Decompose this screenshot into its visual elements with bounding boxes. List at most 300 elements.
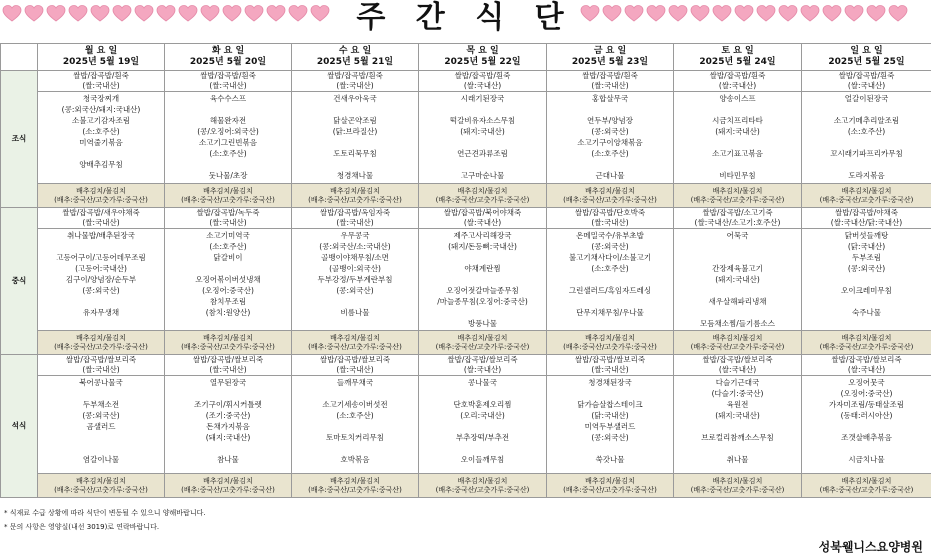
dish-item: (소:호주산) xyxy=(591,149,629,158)
note-line: * 문의 사항은 영양실(내선 3019)로 연락바랍니다. xyxy=(4,523,160,531)
rice-line: (쌀:국내산/닭:국내산) xyxy=(830,218,903,227)
kimchi-line: 배추김치/물김치 xyxy=(841,333,892,342)
dishes-cell xyxy=(802,229,931,331)
dish-item xyxy=(547,105,673,115)
rice-line: (쌀:국내산) xyxy=(82,81,120,90)
rice-cell xyxy=(292,208,419,229)
rice-line: (쌀:국내산) xyxy=(847,365,886,374)
kimchi-cell xyxy=(292,474,419,498)
kimchi-line: (배추:중국산/고춧가루:중국산) xyxy=(308,342,402,351)
day-name: 수 요 일 xyxy=(338,46,372,56)
rice-line: (쌀:국내산) xyxy=(591,365,629,374)
dish-item: 참나물 xyxy=(217,455,239,464)
kimchi-line: 배추김치/물김치 xyxy=(712,333,763,342)
dish-item: 토마토치커리무침 xyxy=(326,433,384,442)
dish-item xyxy=(547,275,673,285)
dish-item: (콩:외국산) xyxy=(82,286,120,295)
dish-item: (소:호주산) xyxy=(847,127,886,136)
dish-item xyxy=(674,160,801,170)
heart-icon xyxy=(668,4,688,24)
dish-item: 비타민무침 xyxy=(719,171,756,180)
rice-row xyxy=(1,71,931,92)
dish-item: (닭:브라질산) xyxy=(332,127,378,136)
rice-cell xyxy=(674,208,802,229)
heart-icon xyxy=(888,4,908,24)
dishes-cell xyxy=(419,376,547,474)
rice-line: (쌀:국내산/소고기:호주산) xyxy=(694,218,781,227)
kimchi-cell xyxy=(802,184,931,208)
day-name: 금 요 일 xyxy=(593,46,627,56)
kimchi-cell xyxy=(165,331,292,355)
day-date: 2025년 5월 19일 xyxy=(62,57,140,67)
dishes-cell xyxy=(165,92,292,184)
kimchi-line: 배추김치/물김치 xyxy=(330,476,380,485)
dish-item: 다슬기근대국 xyxy=(715,378,760,387)
dish-item xyxy=(674,242,801,252)
day-date: 2025년 5월 24일 xyxy=(699,57,776,67)
rice-line: 쌀밥/잡곡밥/쌀보리죽 xyxy=(319,355,391,364)
rice-line: 쌀밥/잡곡밥/야채죽 xyxy=(834,208,898,217)
dish-item: (동태:러시아산) xyxy=(840,411,893,420)
day-header xyxy=(802,44,931,71)
dish-item xyxy=(38,444,164,454)
dish-item: 호박볶음 xyxy=(340,455,370,464)
kimchi-line: (배추:중국산/고춧가루:중국산) xyxy=(690,485,785,494)
dish-item: 양배추김무침 xyxy=(79,160,123,169)
dish-item: 소고기메추리알조림 xyxy=(833,116,900,125)
rice-line: 쌀밥/잡곡밥/흰죽 xyxy=(454,71,511,80)
kimchi-cell xyxy=(165,184,292,208)
dish-item: 닭살곤약조림 xyxy=(333,116,377,125)
kimchi-line: (배추:중국산/고춧가루:중국산) xyxy=(181,485,275,494)
dish-item: (오징어:중국산) xyxy=(202,286,254,295)
dish-item: 홍합살무국 xyxy=(591,94,629,103)
dish-item xyxy=(802,444,931,454)
dishes-cell xyxy=(674,92,802,184)
kimchi-row xyxy=(1,184,931,208)
dish-item: 떡갈비유자소스무침 xyxy=(449,116,516,125)
kimchi-line: 배추김치/물김치 xyxy=(585,333,635,342)
heart-icon xyxy=(800,4,820,24)
dish-item xyxy=(547,160,673,170)
rice-cell xyxy=(547,355,674,376)
dish-item: (닭:국내산) xyxy=(847,242,886,251)
kimchi-cell xyxy=(419,184,547,208)
rice-line: (쌀:국내산) xyxy=(847,81,886,90)
dish-item xyxy=(419,138,546,148)
day-header xyxy=(165,44,292,71)
dish-item xyxy=(674,422,801,432)
dish-item: 곰샐러드 xyxy=(86,422,116,431)
dish-item: (콩:외국산/소:국내산) xyxy=(319,242,391,251)
dish-item: 쑥갓나물 xyxy=(595,455,625,464)
dish-item: (소:호주산) xyxy=(336,411,374,420)
dish-item xyxy=(674,253,801,263)
kimchi-line: (배추:중국산/고춧가루:중국산) xyxy=(435,485,530,494)
heart-icon xyxy=(24,4,44,24)
dish-item xyxy=(419,253,546,263)
rice-line: 쌀밥/잡곡밥/북어야채죽 xyxy=(443,208,522,217)
dish-item xyxy=(419,389,546,399)
dish-item: 취나물 xyxy=(726,455,749,464)
kimchi-cell xyxy=(547,474,674,498)
rice-cell xyxy=(38,71,165,92)
kimchi-line: (배추:중국산/고춧가루:중국산) xyxy=(181,195,275,204)
dish-item xyxy=(292,297,418,307)
dish-item: 방풍나물 xyxy=(468,319,497,328)
dish-item: (콩:외국산) xyxy=(336,286,374,295)
dish-item xyxy=(38,433,164,443)
dish-item: (돼지:국내산) xyxy=(715,275,760,284)
dish-item: (콩:외국산) xyxy=(591,242,629,251)
dish-item: 두부강정/두부계란부침 xyxy=(317,275,393,284)
heart-icon xyxy=(222,4,242,24)
dish-item xyxy=(547,297,673,307)
heart-icon xyxy=(712,4,732,24)
dish-item xyxy=(292,389,418,399)
dish-item xyxy=(419,105,546,115)
rice-line: (쌀:국내산) xyxy=(718,81,757,90)
dish-item: 도토리묵무침 xyxy=(333,149,377,158)
dish-item: 브로컬리참깨소스무침 xyxy=(701,433,774,442)
dish-item: (참치:원양산) xyxy=(205,308,251,317)
heart-icon xyxy=(866,4,886,24)
dish-item: (돼지:국내산) xyxy=(205,433,251,442)
kimchi-line: 배추김치/물김치 xyxy=(76,476,126,485)
dish-item: 연두부/양념장 xyxy=(587,116,633,125)
meal-label: 석식 xyxy=(1,355,38,498)
kimchi-line: (배추:중국산/고춧가루:중국산) xyxy=(181,342,275,351)
dish-item: (소:호주산) xyxy=(82,127,120,136)
dish-item xyxy=(165,264,291,274)
heart-icon xyxy=(646,4,666,24)
heart-icon xyxy=(46,4,66,24)
day-header xyxy=(38,44,165,71)
dishes-cell xyxy=(38,92,165,184)
rice-line: 쌀밥/잡곡밥/흰죽 xyxy=(838,71,895,80)
kimchi-line: (배추:중국산/고춧가루:중국산) xyxy=(308,195,402,204)
dish-item: 돈채가지볶음 xyxy=(206,422,250,431)
dish-item: (돼지:국내산) xyxy=(715,411,760,420)
rice-cell xyxy=(419,71,547,92)
dish-item xyxy=(419,308,546,318)
kimchi-cell xyxy=(547,331,674,355)
kimchi-line: 배추김치/물김치 xyxy=(841,476,892,485)
rice-line: (쌀:국내산) xyxy=(82,218,120,227)
dish-item xyxy=(802,297,931,307)
heart-icon xyxy=(2,4,22,24)
dish-item xyxy=(38,389,164,399)
rice-line: (쌀:국내산) xyxy=(463,365,502,374)
kimchi-line: 배추김치/물김치 xyxy=(457,476,508,485)
notes xyxy=(4,506,206,534)
dishes-cell xyxy=(419,229,547,331)
rice-cell xyxy=(802,208,931,229)
heart-icon xyxy=(156,4,176,24)
dishes-row xyxy=(1,92,931,184)
dish-item: 건새우아욱국 xyxy=(333,94,377,103)
dish-item: 닭가슴살찹스테이크 xyxy=(577,400,643,409)
dish-item: (콩:외국산/돼지:국내산) xyxy=(61,105,141,114)
dish-item: 소고기구이앙채볶음 xyxy=(577,138,643,147)
kimchi-cell xyxy=(547,184,674,208)
dish-item: 비름나물 xyxy=(340,308,370,317)
dish-item: 소고기세송이버섯전 xyxy=(322,400,388,409)
kimchi-line: (배추:중국산/고춧가루:중국산) xyxy=(308,485,402,494)
dish-item xyxy=(802,422,931,432)
kimchi-line: 배추김치/물김치 xyxy=(330,186,380,195)
dish-item: 야채계란찜 xyxy=(464,264,501,273)
heart-icon xyxy=(602,4,622,24)
kimchi-line: (배추:중국산/고춧가루:중국산) xyxy=(819,485,914,494)
dishes-row xyxy=(1,229,931,331)
dish-item: (고등어:국내산) xyxy=(75,264,127,273)
dish-item: 해물완자전 xyxy=(209,116,247,125)
kimchi-cell xyxy=(674,184,802,208)
dish-item: 시금치나물 xyxy=(848,455,885,464)
dish-item: 고등어구이/고등어데무조림 xyxy=(56,253,146,262)
dish-item: 소불고기감자조림 xyxy=(72,116,130,125)
heart-icon xyxy=(844,4,864,24)
day-header xyxy=(674,44,802,71)
heart-icon xyxy=(112,4,132,24)
dish-item: (골뱅이:외국산) xyxy=(329,264,381,273)
heart-icon xyxy=(68,4,88,24)
dishes-cell xyxy=(165,376,292,474)
dishes-cell xyxy=(292,229,419,331)
dish-item xyxy=(165,444,291,454)
day-header xyxy=(547,44,674,71)
kimchi-line: 배추김치/물김치 xyxy=(457,333,508,342)
day-date: 2025년 5월 20일 xyxy=(189,57,267,67)
rice-line: (쌀:국내산) xyxy=(336,365,374,374)
heart-icon xyxy=(288,4,308,24)
kimchi-line: 배추김치/물김치 xyxy=(585,186,635,195)
dish-item: 오징어볶이버섯냉채 xyxy=(195,275,261,284)
dish-item: (돼지/돈등뼈:국내산) xyxy=(448,242,517,251)
rice-line: (쌀:국내산) xyxy=(209,218,247,227)
rice-cell xyxy=(38,208,165,229)
dish-item: (돼지:국내산) xyxy=(715,127,760,136)
day-header xyxy=(419,44,547,71)
rice-line: 쌀밥/잡곡밥/소고기죽 xyxy=(702,208,773,217)
rice-cell xyxy=(547,71,674,92)
kimchi-line: (배추:중국산/고춧가루:중국산) xyxy=(563,485,657,494)
dish-item: (콩:외국산) xyxy=(591,433,629,442)
dish-item: 닭버섯들깨탕 xyxy=(844,231,889,240)
dish-item xyxy=(38,242,164,252)
dish-item: 청경채된장국 xyxy=(588,378,632,387)
dishes-cell xyxy=(802,92,931,184)
dish-item: 고구마순나물 xyxy=(460,171,505,180)
kimchi-cell xyxy=(802,474,931,498)
dish-item: 소고기미역국 xyxy=(206,231,250,240)
dish-item: 숙주나물 xyxy=(852,308,881,317)
dish-item: 꼬시래기파프리카무침 xyxy=(830,149,903,158)
dishes-cell xyxy=(292,92,419,184)
rice-line: (쌀:국내산) xyxy=(336,81,374,90)
kimchi-cell xyxy=(674,474,802,498)
kimchi-cell xyxy=(38,331,165,355)
dish-item: 시래기된장국 xyxy=(460,94,505,103)
heart-icon xyxy=(580,4,600,24)
dish-item xyxy=(674,105,801,115)
dish-item: 유자무생채 xyxy=(82,308,120,317)
rice-cell xyxy=(547,208,674,229)
heart-icon xyxy=(178,4,198,24)
rice-cell xyxy=(674,355,802,376)
dish-item: 온메밀국수/유부초밥 xyxy=(576,231,644,240)
dish-item: 오징어젓갈마늘종무침 xyxy=(446,286,519,295)
dish-item: 시금치프리타타 xyxy=(712,116,763,125)
dish-item xyxy=(292,160,418,170)
kimchi-line: (배추:중국산/고춧가루:중국산) xyxy=(819,342,914,351)
rice-cell xyxy=(292,355,419,376)
dish-item xyxy=(802,138,931,148)
rice-line: (쌀:국내산) xyxy=(591,81,629,90)
kimchi-line: (배추:중국산/고춧가루:중국산) xyxy=(690,342,785,351)
dishes-cell xyxy=(165,229,292,331)
day-date: 2025년 5월 22일 xyxy=(444,57,521,67)
dish-item: 모듬채소찜/들기름소스 xyxy=(700,319,775,328)
rice-cell xyxy=(165,208,292,229)
rice-line: (쌀:국내산) xyxy=(209,81,247,90)
dish-item xyxy=(674,308,801,318)
dish-item: 취나물밥/배추된장국 xyxy=(67,231,135,240)
dish-item: 미역두부샐러드 xyxy=(584,422,636,431)
rice-line: 쌀밥/잡곡밥/흰죽 xyxy=(582,71,638,80)
dish-item: (조기:중국산) xyxy=(205,411,251,420)
dish-item: (오리:국내산) xyxy=(460,411,505,420)
page-title: 주 간 식 단 xyxy=(356,0,574,35)
dish-item: 간장제육불고기 xyxy=(712,264,763,273)
dishes-cell xyxy=(674,229,802,331)
dish-item: 어묵국 xyxy=(726,231,749,240)
meal-label: 중식 xyxy=(1,208,38,355)
kimchi-cell xyxy=(165,474,292,498)
dishes-cell xyxy=(547,376,674,474)
dish-item: 단호박훈제오리찜 xyxy=(453,400,512,409)
dish-item: 얼갈이된장국 xyxy=(844,94,889,103)
kimchi-line: (배추:중국산/고춧가루:중국산) xyxy=(563,195,657,204)
dishes-cell xyxy=(547,92,674,184)
dish-item: (닭:국내산) xyxy=(591,411,629,420)
corner-cell xyxy=(1,44,38,71)
heart-icon xyxy=(778,4,798,24)
dish-item: 소고기그린빈볶음 xyxy=(199,138,257,147)
heart-icon xyxy=(90,4,110,24)
rice-line: (쌀:국내산) xyxy=(209,365,247,374)
kimchi-cell xyxy=(419,331,547,355)
dish-item xyxy=(165,389,291,399)
day-name: 화 요 일 xyxy=(211,46,245,56)
kimchi-line: 배추김치/물김치 xyxy=(330,333,380,342)
dish-item: /마늘종무침(오징어:중국산) xyxy=(437,297,528,306)
kimchi-line: (배추:중국산/고춧가루:중국산) xyxy=(690,195,785,204)
heart-icon xyxy=(690,4,710,24)
dishes-cell xyxy=(547,229,674,331)
dish-item: 근대나물 xyxy=(595,171,625,180)
dish-item xyxy=(802,275,931,285)
kimchi-line: (배추:중국산/고춧가루:중국산) xyxy=(54,485,148,494)
dishes-row xyxy=(1,376,931,474)
kimchi-line: (배추:중국산/고춧가루:중국산) xyxy=(54,195,148,204)
kimchi-line: 배추김치/물김치 xyxy=(712,186,763,195)
dishes-cell xyxy=(674,376,802,474)
rice-line: 쌀밥/잡곡밥/흰죽 xyxy=(200,71,256,80)
rice-cell xyxy=(419,208,547,229)
rice-line: 쌀밥/잡곡밥/단호박죽 xyxy=(574,208,646,217)
dish-item: 오이들깨무침 xyxy=(460,455,505,464)
rice-line: 쌀밥/잡곡밥/흰죽 xyxy=(73,71,129,80)
rice-row xyxy=(1,355,931,376)
kimchi-line: (배추:중국산/고춧가루:중국산) xyxy=(563,342,657,351)
dish-item: 가자미조림/동태살조림 xyxy=(829,400,904,409)
kimchi-line: 배추김치/물김치 xyxy=(585,476,635,485)
dishes-cell xyxy=(38,229,165,331)
rice-line: 쌀밥/잡곡밥/쌀보리죽 xyxy=(831,355,902,364)
dish-item: 김구이/양념장/순두부 xyxy=(65,275,137,284)
dish-item: 연근견과류조림 xyxy=(457,149,508,158)
hospital-name: 성북웰니스요양병원 xyxy=(818,540,923,554)
rice-cell xyxy=(419,355,547,376)
dish-item: 오징어뭇국 xyxy=(848,378,885,387)
dish-item: 불고기채사다이/소불고기 xyxy=(568,253,652,262)
heart-decoration-right xyxy=(580,4,908,28)
rice-cell xyxy=(165,71,292,92)
dish-item: (콩/오징어:외국산) xyxy=(197,127,259,136)
day-header xyxy=(292,44,419,71)
dish-item xyxy=(674,444,801,454)
rice-line: 쌀밥/잡곡밥/쌀보리죽 xyxy=(447,355,518,364)
rice-cell xyxy=(292,71,419,92)
kimchi-line: 배추김치/물김치 xyxy=(457,186,508,195)
rice-line: 쌀밥/잡곡밥/쌀보리죽 xyxy=(574,355,646,364)
dish-item xyxy=(292,422,418,432)
header-bar xyxy=(0,0,931,44)
dish-item: 청경채나물 xyxy=(336,171,374,180)
heart-icon xyxy=(266,4,286,24)
heart-icon xyxy=(310,4,330,24)
kimchi-line: (배추:중국산/고춧가루:중국산) xyxy=(54,342,148,351)
kimchi-line: 배추김치/물김치 xyxy=(203,476,253,485)
kimchi-cell xyxy=(292,184,419,208)
dish-item xyxy=(38,297,164,307)
dish-item: 소고기표고볶음 xyxy=(712,149,763,158)
rice-line: (쌀:국내산) xyxy=(718,365,757,374)
rice-line: 쌀밥/잡곡밥/옥임자죽 xyxy=(319,208,391,217)
heart-decoration-left xyxy=(2,4,330,28)
dish-item: 들깨무채국 xyxy=(336,378,374,387)
dish-item: 참치무조림 xyxy=(209,297,247,306)
rice-line: 쌀밥/잡곡밥/쌀보리죽 xyxy=(702,355,773,364)
dish-item: 콩나물국 xyxy=(468,378,497,387)
dish-item: (다슬기:중국산) xyxy=(711,389,764,398)
dish-item xyxy=(674,286,801,296)
kimchi-line: (배추:중국산/고춧가루:중국산) xyxy=(435,195,530,204)
note-line: * 식재료 수급 상황에 따라 식단이 변동될 수 있으니 양해바랍니다. xyxy=(4,509,206,517)
rice-cell xyxy=(674,71,802,92)
dish-item: 닭갈비이 xyxy=(213,253,243,262)
dish-item xyxy=(419,275,546,285)
dish-item: 육수수스프 xyxy=(209,94,247,103)
rice-row xyxy=(1,208,931,229)
day-name: 월 요 일 xyxy=(84,46,118,56)
dish-item: (콩:외국산) xyxy=(591,127,629,136)
rice-line: 쌀밥/잡곡밥/흰죽 xyxy=(709,71,766,80)
heart-icon xyxy=(756,4,776,24)
rice-line: (쌀:국내산) xyxy=(463,218,502,227)
